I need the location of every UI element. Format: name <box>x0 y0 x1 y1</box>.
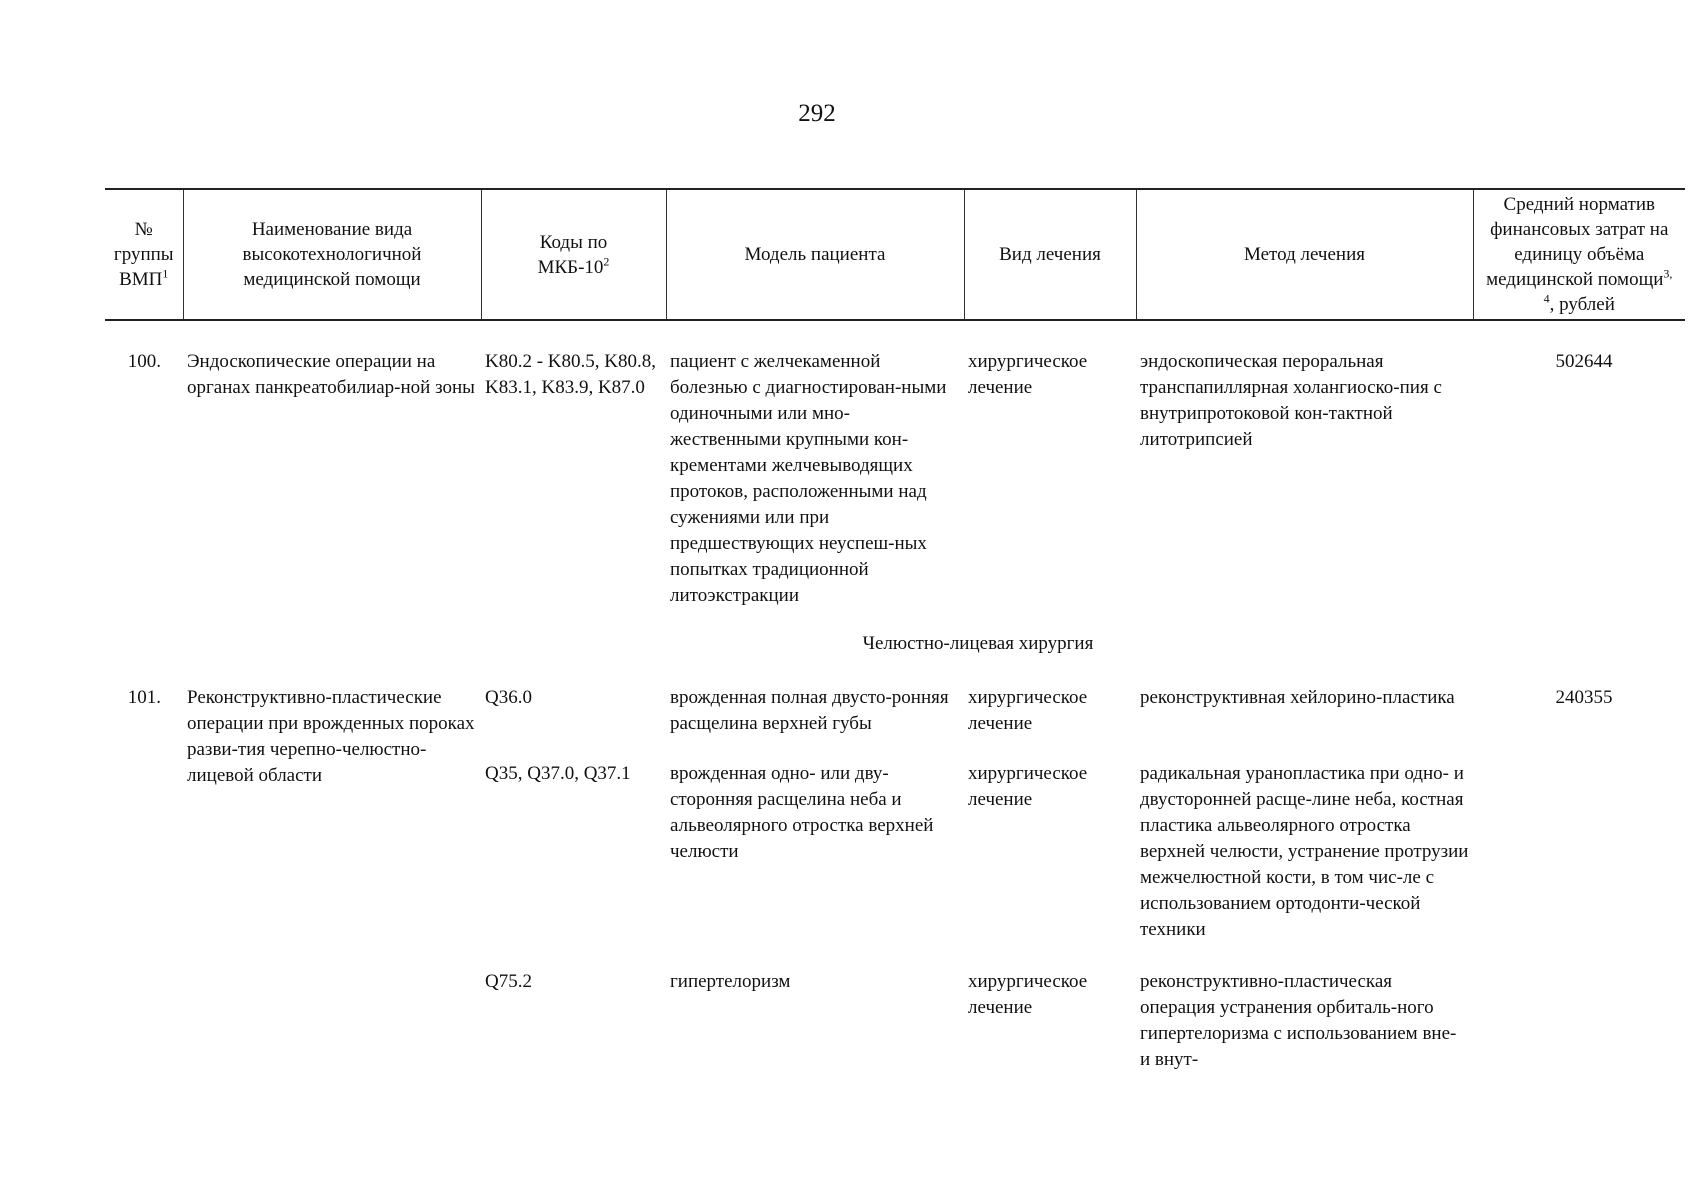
page-number-text: 292 <box>798 100 836 127</box>
header-group-number <box>105 189 183 320</box>
icd-codes: Q36.0 <box>485 687 532 708</box>
treatment-type: хирургическое лечение <box>968 971 1088 1018</box>
header-row <box>105 189 1685 320</box>
header-patient-model: Модель пациента <box>666 189 964 320</box>
header-average-cost <box>1473 189 1685 320</box>
treatment-method: реконструктивно-пластическая операция устранения орбиталь-ного гипертелоризма с использованием вне- и внут- <box>1140 971 1457 1070</box>
header-num-vmp: ВМП <box>119 269 163 290</box>
group-number: 101. <box>127 687 161 708</box>
icd-codes: Q35, Q37.0, Q37.1 <box>485 763 631 784</box>
header-care-type: Наименование вида высокотехнологичной медицинской помощи <box>183 189 481 320</box>
footnote-ref-1: 1 <box>162 266 169 281</box>
header-icd-codes-text: Коды по МКБ-10 <box>537 231 608 278</box>
average-cost: 502644 <box>1555 351 1613 372</box>
care-type-name: Реконструктивно-пластические операции при врожденных пороках разви-тия черепно-челюстно-лицевой области <box>187 687 475 786</box>
header-treatment-type: Вид лечения <box>964 189 1136 320</box>
header-num-group: группы <box>113 244 174 265</box>
header-treatment-method: Метод лечения <box>1136 189 1473 320</box>
treatment-method: эндоскопическая пероральная транспапиллярная холангиоско-пия с внутрипротоковой кон-тактной литотрипсией <box>1140 351 1442 450</box>
page-number <box>0 98 1696 130</box>
treatment-type: хирургическое лечение <box>968 351 1088 398</box>
care-type-name: Эндоскопические операции на органах панкреатобилиар-ной зоны <box>187 351 475 398</box>
treatment-type: хирургическое лечение <box>968 763 1088 810</box>
header-cost-text: Средний норматив финансовых затрат на единицу объёма медицинской помощи <box>1486 194 1669 290</box>
header-icd-codes <box>481 189 666 320</box>
section-title: Челюстно-лицевая хирургия <box>862 633 1094 654</box>
header-cost-unit: , рублей <box>1549 294 1615 315</box>
icd-codes: K80.2 - K80.5, K80.8, K83.1, K83.9, K87.0 <box>485 351 656 398</box>
table-row <box>105 657 1685 737</box>
treatment-method: реконструктивная хейлорино-пластика <box>1140 687 1455 708</box>
table-row <box>105 320 1685 609</box>
patient-model: гипертелоризм <box>670 971 791 992</box>
average-cost: 240355 <box>1555 687 1613 708</box>
vmp-table <box>105 188 1685 1073</box>
header-num-sign: № <box>134 219 153 240</box>
patient-model: пациент с желчекаменной болезнью с диагностирован-ными одиночными или мно-жественными крупными кон-крементами желчевыводящих протоков, расположенными над сужениями или при предшествующих неуспеш-ных попытках традиционной литоэкстракции <box>670 351 947 606</box>
treatment-method: радикальная уранопластика при одно- и двусторонней расще-лине неба, костная пластика альвеолярного отростка верхней челюсти, устранение протрузии межчелюстной кости, в том чис-ле с использованием ортодонти-ческой техники <box>1140 763 1469 940</box>
footnote-ref-2: 2 <box>603 254 610 269</box>
icd-codes: Q75.2 <box>485 971 532 992</box>
patient-model: врожденная одно- или дву-сторонняя расщелина неба и альвеолярного отростка верхней челюсти <box>670 763 934 862</box>
treatment-type: хирургическое лечение <box>968 687 1088 734</box>
footnote-ref-3-4: 3, 4 <box>1543 266 1673 306</box>
vmp-table-sheet <box>105 188 1685 1073</box>
group-number: 100. <box>127 351 161 372</box>
section-row <box>105 609 1685 657</box>
patient-model: врожденная полная двусто-ронняя расщелина верхней губы <box>670 687 949 734</box>
